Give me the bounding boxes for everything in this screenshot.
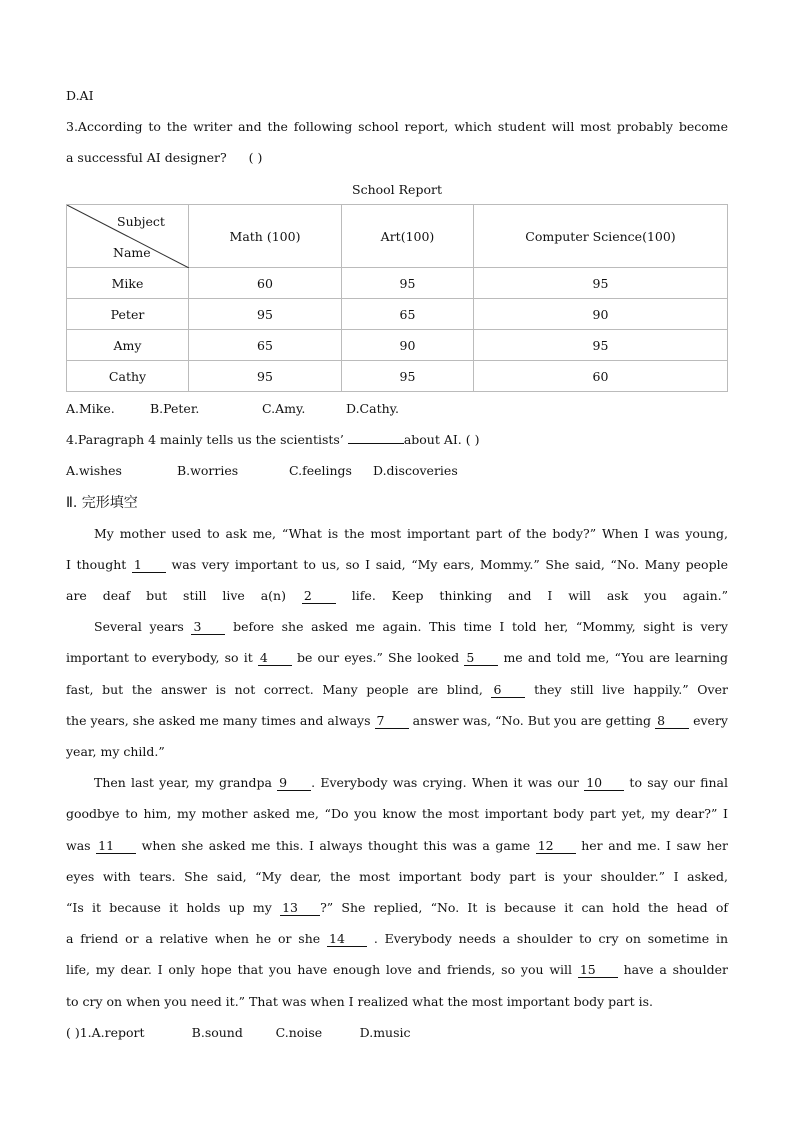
text-run: ?” She replied, “No. It is because it can hold the head of: [320, 900, 728, 915]
column-header-cs: Computer Science(100): [474, 205, 728, 268]
q4-option-a[interactable]: A.wishes: [66, 463, 122, 478]
blank-8[interactable]: 8: [655, 714, 689, 729]
blank-11[interactable]: 11: [96, 839, 136, 854]
table-header-row: [67, 205, 728, 268]
passage-line: [94, 619, 728, 635]
q3-option-d[interactable]: D.Cathy.: [346, 401, 400, 416]
table-row: [67, 299, 728, 330]
text-run: important to everybody, so it: [66, 650, 253, 665]
text-run: me and told me, “You are learning: [503, 650, 728, 665]
score-cell: 95: [474, 330, 728, 361]
q3-option-c[interactable]: C.Amy.: [262, 401, 306, 416]
section-title: Ⅱ. 完形填空: [66, 495, 138, 511]
q4-stem-tail: about AI. ( ): [403, 432, 480, 447]
q2-option-d: D.AI: [66, 88, 94, 103]
passage-line: goodbye to him, my mother asked me, “Do you know the most important body part yet, my dear?” I: [66, 806, 728, 821]
text-run: “Is it because it holds up my: [66, 900, 272, 915]
text-run: . Everybody needs a shoulder to cry on sometime in: [373, 931, 729, 946]
passage-line: to cry on when you need it.” That was when I realized what the most important body part is.: [66, 994, 653, 1009]
score-cell: 65: [342, 299, 474, 330]
table-row: [67, 268, 728, 299]
text-run: fast, but the answer is not correct. Many people are blind,: [66, 682, 483, 697]
text-run: Then last year, my grandpa: [94, 775, 272, 790]
q4-stem: [66, 432, 479, 447]
passage-line: [66, 931, 728, 947]
student-name: Mike: [67, 268, 189, 299]
q3-stem-text: a successful AI designer?: [66, 150, 227, 165]
cloze-q1-option-b[interactable]: B.sound: [191, 1025, 243, 1040]
table-row: [67, 361, 728, 392]
passage-line: [66, 682, 728, 698]
blank-15[interactable]: 15: [578, 963, 618, 978]
table-row: [67, 330, 728, 361]
text-run: life, my dear. I only hope that you have enough love and friends, so you will: [66, 962, 573, 977]
score-cell: 60: [474, 361, 728, 392]
text-run: life. Keep thinking and I will ask you again.”: [351, 588, 729, 603]
blank-2[interactable]: 2: [302, 589, 336, 604]
q4-option-b[interactable]: B.worries: [177, 463, 239, 478]
text-run: are deaf but still live a(n): [66, 588, 286, 603]
blank-10[interactable]: 10: [584, 776, 624, 791]
blank-5[interactable]: 5: [464, 651, 498, 666]
blank-12[interactable]: 12: [536, 839, 576, 854]
q3-option-a[interactable]: A.Mike.: [66, 401, 115, 416]
q4-option-d[interactable]: D.discoveries: [373, 463, 458, 478]
text-run: to say our final: [629, 775, 728, 790]
score-cell: 95: [342, 361, 474, 392]
q3-options: [66, 401, 399, 416]
q4-options: [66, 463, 458, 478]
text-run: I thought: [66, 557, 127, 572]
corner-subject: Subject: [117, 214, 165, 229]
school-report-table: [66, 204, 728, 392]
q3-option-b[interactable]: B.Peter.: [150, 401, 200, 416]
blank-4[interactable]: 4: [258, 651, 292, 666]
passage-line: [66, 838, 728, 854]
passage-line: [66, 557, 728, 573]
score-cell: 95: [189, 361, 342, 392]
text-run: they still live happily.” Over: [534, 682, 728, 697]
score-cell: 65: [189, 330, 342, 361]
q4-option-c[interactable]: C.feelings: [289, 463, 352, 478]
blank-1[interactable]: 1: [132, 558, 166, 573]
corner-name: Name: [113, 245, 151, 260]
text-run: have a shoulder: [623, 962, 728, 977]
cloze-question-1: [66, 1025, 411, 1040]
q3-stem-line1: 3.According to the writer and the following school report, which student will most probably become: [66, 119, 728, 134]
text-run: a friend or a relative when he or she: [66, 931, 321, 946]
score-cell: 95: [342, 268, 474, 299]
passage-line: [66, 588, 728, 604]
blank-3[interactable]: 3: [191, 620, 225, 635]
text-run: . Everybody was crying. When it was our: [311, 775, 579, 790]
cloze-q1-option-d[interactable]: D.music: [359, 1025, 411, 1040]
score-cell: 90: [342, 330, 474, 361]
q4-answer-blank[interactable]: [348, 443, 404, 444]
student-name: Peter: [67, 299, 189, 330]
text-run: her and me. I saw her: [581, 838, 728, 853]
blank-9[interactable]: 9: [277, 776, 311, 791]
blank-6[interactable]: 6: [491, 683, 525, 698]
score-cell: 60: [189, 268, 342, 299]
text-run: when she asked me this. I always thought this was a game: [141, 838, 531, 853]
text-run: the years, she asked me many times and always: [66, 713, 371, 728]
text-run: answer was, “No. But you are getting: [412, 713, 652, 728]
score-cell: 95: [474, 268, 728, 299]
passage-line: [66, 713, 728, 729]
column-header-art: Art(100): [342, 205, 474, 268]
diagonal-header-cell: [67, 205, 189, 268]
text-run: before she asked me again. This time I told her, “Mommy, sight is very: [233, 619, 728, 634]
text-run: Several years: [94, 619, 184, 634]
cloze-q1-option-c[interactable]: C.noise: [275, 1025, 323, 1040]
passage-line: [66, 962, 728, 978]
student-name: Cathy: [67, 361, 189, 392]
table-title: School Report: [352, 182, 442, 197]
passage-line: [94, 775, 728, 791]
cloze-q1-option-a[interactable]: A.report: [91, 1025, 145, 1040]
passage-line: My mother used to ask me, “What is the most important part of the body?” When I was young,: [94, 526, 728, 541]
score-cell: 95: [189, 299, 342, 330]
passage-line: [66, 650, 728, 666]
text-run: be our eyes.” She looked: [297, 650, 460, 665]
passage-line: [66, 900, 728, 916]
score-cell: 90: [474, 299, 728, 330]
q3-stem-line2: [66, 150, 262, 165]
student-name: Amy: [67, 330, 189, 361]
text-run: was: [66, 838, 91, 853]
cloze-q1-paren[interactable]: ( )1.: [66, 1025, 92, 1040]
passage-line: eyes with tears. She said, “My dear, the most important body part is your shoulder.” I asked,: [66, 869, 728, 884]
blank-14[interactable]: 14: [327, 932, 367, 947]
q4-stem-text: 4.Paragraph 4 mainly tells us the scientists’: [66, 432, 344, 447]
passage-line: year, my child.”: [66, 744, 165, 759]
q3-answer-paren: ( ): [248, 150, 263, 165]
blank-13[interactable]: 13: [280, 901, 320, 916]
blank-7[interactable]: 7: [375, 714, 409, 729]
text-run: every: [693, 713, 728, 728]
column-header-math: Math (100): [189, 205, 342, 268]
text-run: was very important to us, so I said, “My ears, Mommy.” She said, “No. Many people: [171, 557, 728, 572]
